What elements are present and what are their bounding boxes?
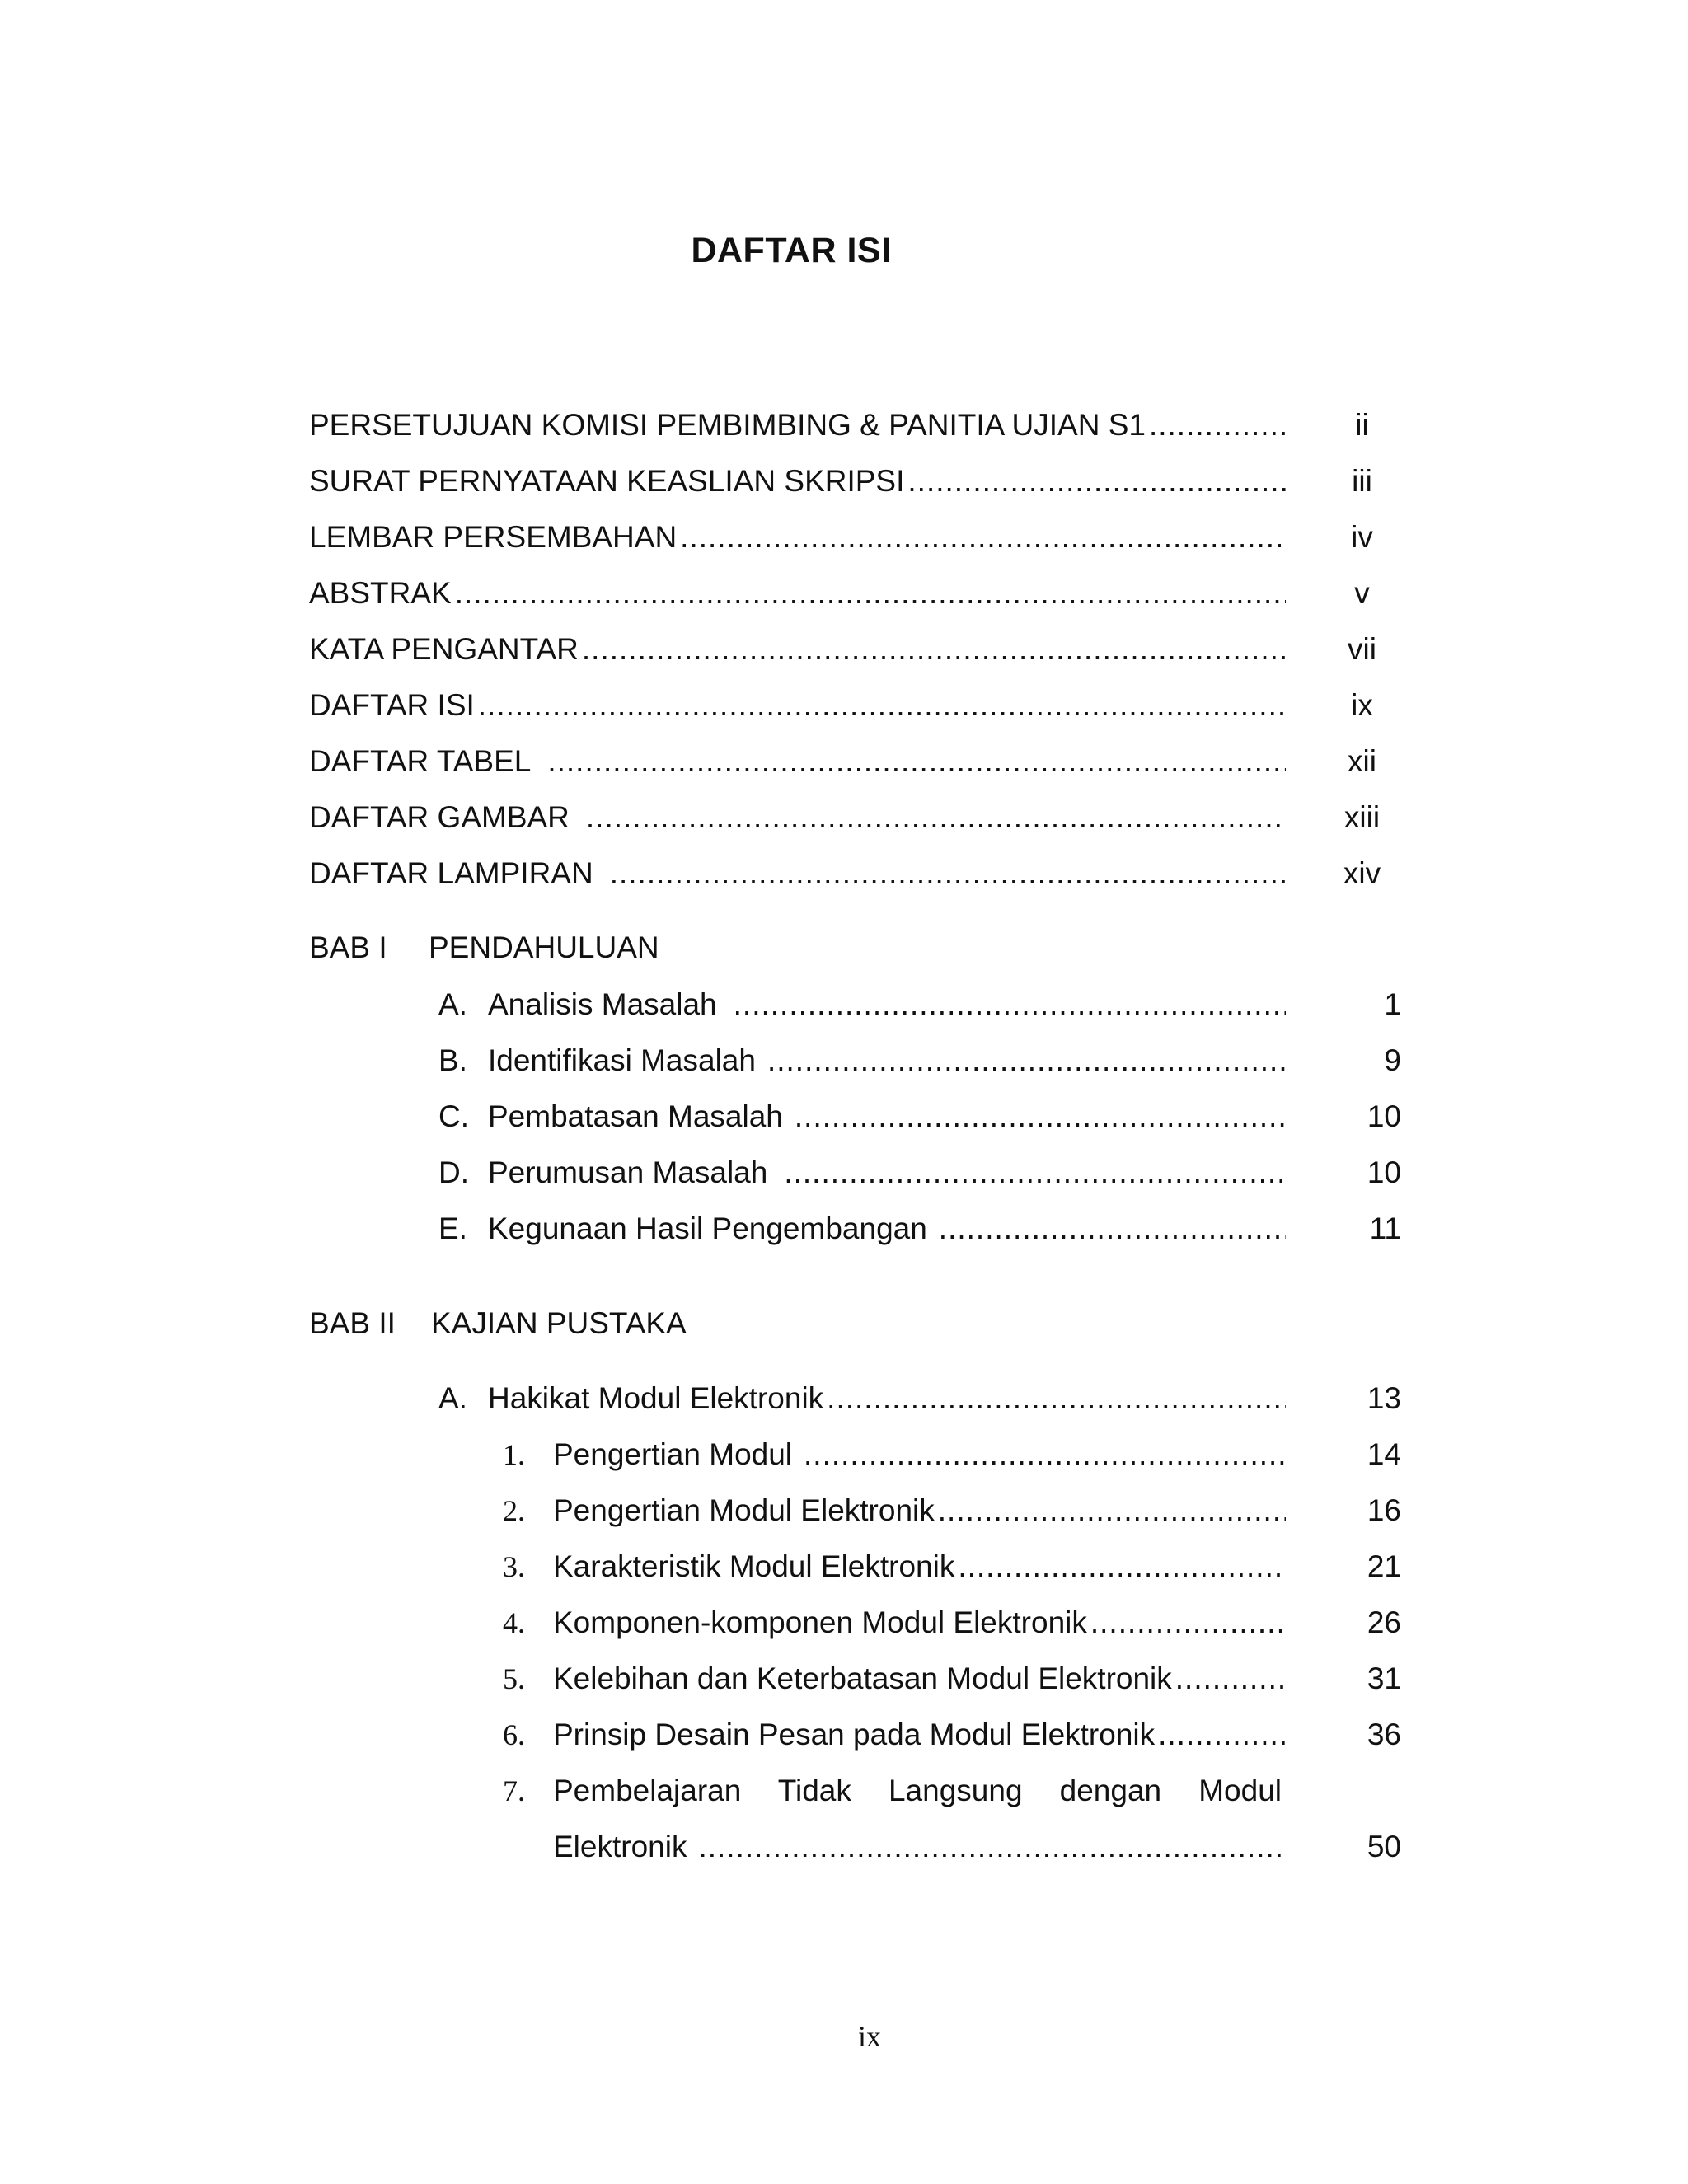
- toc-page-number: iii: [1352, 464, 1372, 498]
- section-letter: A.: [438, 987, 467, 1021]
- toc-entry: [309, 681, 1401, 730]
- toc-entry: [309, 513, 1401, 562]
- toc-page-number: vii: [1348, 632, 1376, 666]
- dot-leader: [804, 1430, 1286, 1479]
- toc-subsection-entry: [503, 1598, 1401, 1647]
- toc-section-entry: [438, 1092, 1401, 1141]
- chapter-heading: [309, 923, 387, 972]
- toc-page-number: 21: [1367, 1549, 1401, 1583]
- toc-page-number: v: [1354, 576, 1370, 610]
- dot-leader: [680, 513, 1286, 562]
- toc-page-number: 16: [1367, 1493, 1401, 1527]
- dot-leader: [582, 625, 1286, 674]
- toc-entry: [309, 457, 1401, 506]
- toc-label: Kegunaan Hasil Pengembangan: [488, 1212, 927, 1245]
- toc-page-number: xiii: [1343, 800, 1381, 834]
- dot-leader: [958, 1542, 1286, 1591]
- toc-page-number: xiv: [1343, 856, 1381, 890]
- dot-leader: [939, 1204, 1286, 1254]
- toc-page-number: iv: [1351, 520, 1373, 554]
- subsection-number: 4.: [503, 1606, 525, 1639]
- toc-subsection-entry: [503, 1486, 1401, 1535]
- dot-leader: [767, 1036, 1286, 1085]
- dot-leader: [1175, 1654, 1286, 1704]
- page-title: DAFTAR ISI: [691, 231, 892, 270]
- toc-label: SURAT PERNYATAAN KEASLIAN SKRIPSI: [309, 464, 905, 498]
- toc-subsection-entry: [503, 1430, 1401, 1479]
- dot-leader: [1158, 1710, 1286, 1760]
- chapter-number: BAB I: [309, 930, 387, 964]
- toc-label: Perumusan Masalah: [488, 1155, 768, 1189]
- chapter-number: BAB II: [309, 1306, 396, 1340]
- toc-page-number: 11: [1369, 1212, 1401, 1245]
- subsection-number: 6.: [503, 1718, 525, 1751]
- toc-label: PERSETUJUAN KOMISI PEMBIMBING & PANITIA UJIAN S1: [309, 408, 1146, 442]
- toc-label: Pengertian Modul Elektronik: [553, 1493, 935, 1527]
- toc-entry: [309, 737, 1401, 786]
- subsection-number: 3.: [503, 1550, 525, 1583]
- toc-label: Prinsip Desain Pesan pada Modul Elektronik: [553, 1718, 1156, 1751]
- chapter-title: PENDAHULUAN: [429, 930, 659, 964]
- toc-page-number: 14: [1367, 1437, 1401, 1471]
- toc-label: Pembatasan Masalah: [488, 1099, 783, 1133]
- subsection-number: 7.: [503, 1774, 525, 1807]
- subsection-number: 2.: [503, 1494, 525, 1527]
- dot-leader: [455, 569, 1286, 618]
- toc-subsection-entry: [503, 1766, 1401, 1816]
- section-letter: C.: [438, 1099, 469, 1133]
- toc-page-number: 1: [1384, 987, 1401, 1021]
- toc-page-number: ii: [1355, 408, 1369, 442]
- toc-page-number: 13: [1367, 1381, 1401, 1415]
- toc-page-number: 26: [1367, 1605, 1401, 1639]
- toc-section-entry: [438, 1148, 1401, 1197]
- section-letter: B.: [438, 1043, 467, 1077]
- subsection-number: 1.: [503, 1438, 525, 1471]
- dot-leader: [907, 457, 1286, 506]
- toc-section-entry: [438, 1374, 1401, 1423]
- section-letter: E.: [438, 1212, 467, 1245]
- toc-entry: [309, 793, 1401, 842]
- dot-leader: [698, 1822, 1286, 1872]
- dot-leader: [827, 1374, 1286, 1423]
- toc-page-number: 50: [1367, 1830, 1401, 1863]
- toc-label: ABSTRAK: [309, 576, 452, 610]
- toc-page-row: [309, 401, 1401, 450]
- toc-page-number: 9: [1384, 1043, 1401, 1077]
- dot-leader: [478, 681, 1286, 730]
- toc-page-number: 10: [1367, 1155, 1401, 1189]
- chapter-heading: [309, 1299, 396, 1348]
- toc-label: Komponen-komponen Modul Elektronik: [553, 1605, 1087, 1639]
- toc-label: LEMBAR PERSEMBAHAN: [309, 520, 678, 554]
- toc-subsection-entry: [503, 1710, 1401, 1760]
- section-letter: A.: [438, 1381, 467, 1415]
- toc-page-number: 31: [1367, 1661, 1401, 1695]
- dot-leader: [1090, 1598, 1286, 1647]
- toc-label: Pengertian Modul: [553, 1437, 793, 1471]
- toc-label: Identifikasi Masalah: [488, 1043, 756, 1077]
- toc-label: Analisis Masalah: [488, 987, 717, 1021]
- dot-leader: [734, 980, 1286, 1029]
- toc-label: DAFTAR ISI: [309, 688, 475, 722]
- dot-leader: [610, 849, 1286, 898]
- toc-label: DAFTAR TABEL: [309, 744, 532, 778]
- toc-page-number: ix: [1351, 688, 1373, 722]
- toc-page-number: 36: [1367, 1718, 1401, 1751]
- dot-leader: [547, 737, 1286, 786]
- dot-leader: [784, 1148, 1286, 1197]
- subsection-number: 5.: [503, 1662, 525, 1695]
- toc-subsection-entry: [503, 1822, 1401, 1872]
- toc-entry: [309, 625, 1401, 674]
- page-number-footer: ix: [857, 2020, 881, 2053]
- dot-leader: [795, 1092, 1286, 1141]
- toc-section-entry: [438, 1204, 1401, 1254]
- toc-subsection-entry: [503, 1542, 1401, 1591]
- dot-leader: [938, 1486, 1286, 1535]
- toc-label: KATA PENGANTAR: [309, 632, 579, 666]
- toc-page-number: xii: [1348, 744, 1376, 778]
- toc-label: Karakteristik Modul Elektronik: [553, 1549, 955, 1583]
- toc-subsection-entry: [503, 1654, 1401, 1704]
- toc-section-entry: [438, 980, 1401, 1029]
- toc-entry: [309, 569, 1401, 618]
- toc-label: DAFTAR LAMPIRAN: [309, 856, 593, 890]
- toc-page-number: 10: [1367, 1099, 1401, 1133]
- toc-entry: [309, 849, 1401, 898]
- section-letter: D.: [438, 1155, 469, 1189]
- toc-label: Kelebihan dan Keterbatasan Modul Elektronik: [553, 1661, 1172, 1695]
- dot-leader: [586, 793, 1286, 842]
- toc-section-entry: [438, 1036, 1401, 1085]
- chapter-title: KAJIAN PUSTAKA: [431, 1306, 687, 1340]
- toc-label: DAFTAR GAMBAR: [309, 800, 570, 834]
- toc-label: Hakikat Modul Elektronik: [488, 1381, 824, 1415]
- toc-label: Elektronik: [553, 1830, 687, 1863]
- toc-label-line: Pembelajaran Tidak Langsung dengan Modul: [553, 1774, 1282, 1807]
